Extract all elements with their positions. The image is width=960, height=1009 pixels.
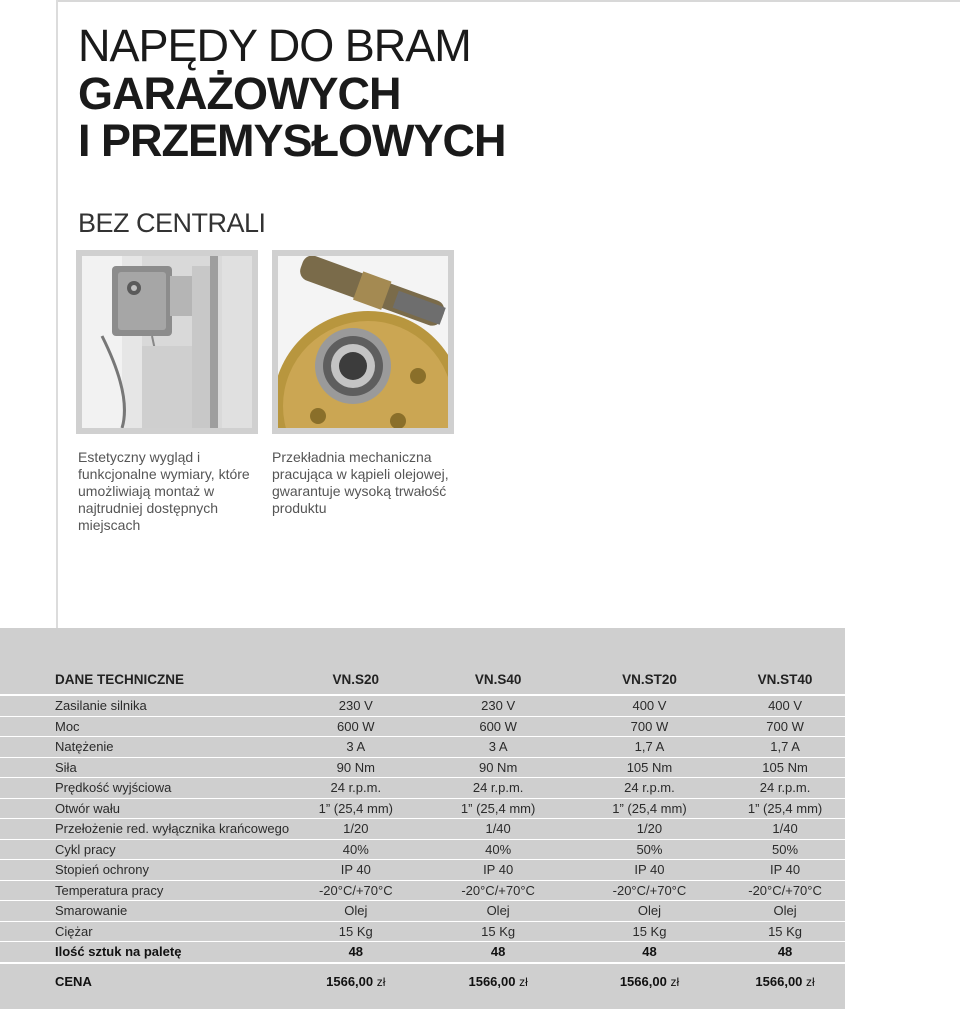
cell-value: 1” (25,4 mm) — [422, 798, 573, 819]
pallet-row — [0, 942, 845, 963]
price-unit: zł — [376, 975, 386, 989]
price-cell — [289, 963, 422, 1000]
page-title-line3: I PRZEMYSŁOWYCH — [78, 115, 506, 166]
table-row — [0, 757, 845, 778]
row-label: Moc — [0, 716, 289, 737]
row-label: Smarowanie — [0, 901, 289, 922]
cell-value: 24 r.p.m. — [725, 778, 845, 799]
cell-value: 48 — [422, 942, 573, 963]
cell-value: 105 Nm — [574, 757, 725, 778]
price-value: 1566,00 — [619, 974, 667, 989]
table-row — [0, 737, 845, 758]
price-cell — [422, 963, 573, 1000]
cell-value: -20°C/+70°C — [289, 880, 422, 901]
price-unit: zł — [519, 975, 528, 989]
cell-value: 24 r.p.m. — [574, 778, 725, 799]
table-row — [0, 819, 845, 840]
cell-value: 24 r.p.m. — [422, 778, 573, 799]
price-value: 1566,00 — [326, 974, 374, 989]
cell-value: IP 40 — [289, 860, 422, 881]
cell-value: 3 A — [289, 737, 422, 758]
cell-value: 50% — [574, 839, 725, 860]
cell-value: 3 A — [422, 737, 573, 758]
left-rule — [56, 0, 58, 628]
cell-value: 40% — [422, 839, 573, 860]
table-row — [0, 921, 845, 942]
cell-value: 1/40 — [725, 819, 845, 840]
table-row — [0, 798, 845, 819]
page-title-line2: GARAŻOWYCH — [78, 68, 401, 119]
cell-value: 15 Kg — [574, 921, 725, 942]
price-unit: zł — [806, 975, 815, 989]
cell-value: 600 W — [289, 716, 422, 737]
row-label: Ciężar — [0, 921, 289, 942]
cell-value: 400 V — [725, 695, 845, 716]
price-value: 1566,00 — [468, 974, 516, 989]
cell-value: 105 Nm — [725, 757, 845, 778]
cell-value: 48 — [725, 942, 845, 963]
cell-value: -20°C/+70°C — [725, 880, 845, 901]
caption-motor: Estetyczny wygląd i funkcjonalne wymiary, które umożliwiają montaż w najtrudniej dostępnych miejscach — [78, 449, 250, 533]
row-label: Prędkość wyjściowa — [0, 778, 289, 799]
model-name: VN.S20 — [289, 664, 422, 695]
cell-value: 1” (25,4 mm) — [289, 798, 422, 819]
cell-value: Olej — [574, 901, 725, 922]
price-label: CENA — [55, 974, 92, 989]
table-row — [0, 860, 845, 881]
spec-table — [0, 664, 845, 1000]
price-value: 1566,00 — [755, 974, 803, 989]
cell-value: 40% — [289, 839, 422, 860]
price-cell — [725, 963, 845, 1000]
cell-value: Olej — [725, 901, 845, 922]
gear-photo — [272, 250, 454, 434]
cell-value: 48 — [289, 942, 422, 963]
table-row — [0, 901, 845, 922]
cell-value: 400 V — [574, 695, 725, 716]
table-row — [0, 778, 845, 799]
cell-value: Olej — [289, 901, 422, 922]
caption-gear: Przekładnia mechaniczna pracująca w kąpieli olejowej, gwarantuje wysoką trwałość produktu — [272, 449, 449, 516]
row-label: Zasilanie silnika — [0, 695, 289, 716]
cell-value: 1” (25,4 mm) — [574, 798, 725, 819]
row-label: Siła — [0, 757, 289, 778]
row-label: Przełożenie red. wyłącznika krańcowego — [0, 819, 289, 840]
table-row — [0, 716, 845, 737]
cell-value: 1/20 — [289, 819, 422, 840]
table-row — [0, 839, 845, 860]
cell-value: 48 — [574, 942, 725, 963]
model-name: VN.ST40 — [725, 664, 845, 695]
cell-value: 50% — [725, 839, 845, 860]
cell-value: 1,7 A — [574, 737, 725, 758]
price-unit: zł — [670, 975, 680, 989]
price-cell — [574, 963, 725, 1000]
cell-value: 24 r.p.m. — [289, 778, 422, 799]
row-label: Stopień ochrony — [0, 860, 289, 881]
cell-value: 230 V — [289, 695, 422, 716]
motor-photo — [76, 250, 258, 434]
spec-header-row — [0, 664, 845, 695]
cell-value: 1,7 A — [725, 737, 845, 758]
cell-value: 700 W — [725, 716, 845, 737]
cell-value: 1/40 — [422, 819, 573, 840]
table-row — [0, 695, 845, 716]
cell-value: 90 Nm — [289, 757, 422, 778]
cell-value: 1” (25,4 mm) — [725, 798, 845, 819]
cell-value: IP 40 — [574, 860, 725, 881]
spec-header-label: DANE TECHNICZNE — [0, 664, 289, 695]
table-row — [0, 880, 845, 901]
page-subtitle: BEZ CENTRALI — [78, 208, 266, 238]
model-name: VN.S40 — [422, 664, 573, 695]
cell-value: IP 40 — [422, 860, 573, 881]
row-label: Otwór wału — [0, 798, 289, 819]
row-label: Cykl pracy — [0, 839, 289, 860]
row-label: Natężenie — [0, 737, 289, 758]
top-strip — [58, 0, 960, 2]
cell-value: -20°C/+70°C — [422, 880, 573, 901]
cell-value: 90 Nm — [422, 757, 573, 778]
cell-value: 230 V — [422, 695, 573, 716]
cell-value: 15 Kg — [422, 921, 573, 942]
model-name: VN.ST20 — [574, 664, 725, 695]
row-label: Temperatura pracy — [0, 880, 289, 901]
cell-value: 15 Kg — [725, 921, 845, 942]
price-row — [0, 963, 845, 1000]
row-label: Ilość sztuk na paletę — [0, 942, 289, 963]
cell-value: 15 Kg — [289, 921, 422, 942]
cell-value: Olej — [422, 901, 573, 922]
cell-value: 700 W — [574, 716, 725, 737]
cell-value: 600 W — [422, 716, 573, 737]
cell-value: IP 40 — [725, 860, 845, 881]
cell-value: -20°C/+70°C — [574, 880, 725, 901]
page-title-line1: NAPĘDY DO BRAM — [78, 20, 471, 71]
cell-value: 1/20 — [574, 819, 725, 840]
